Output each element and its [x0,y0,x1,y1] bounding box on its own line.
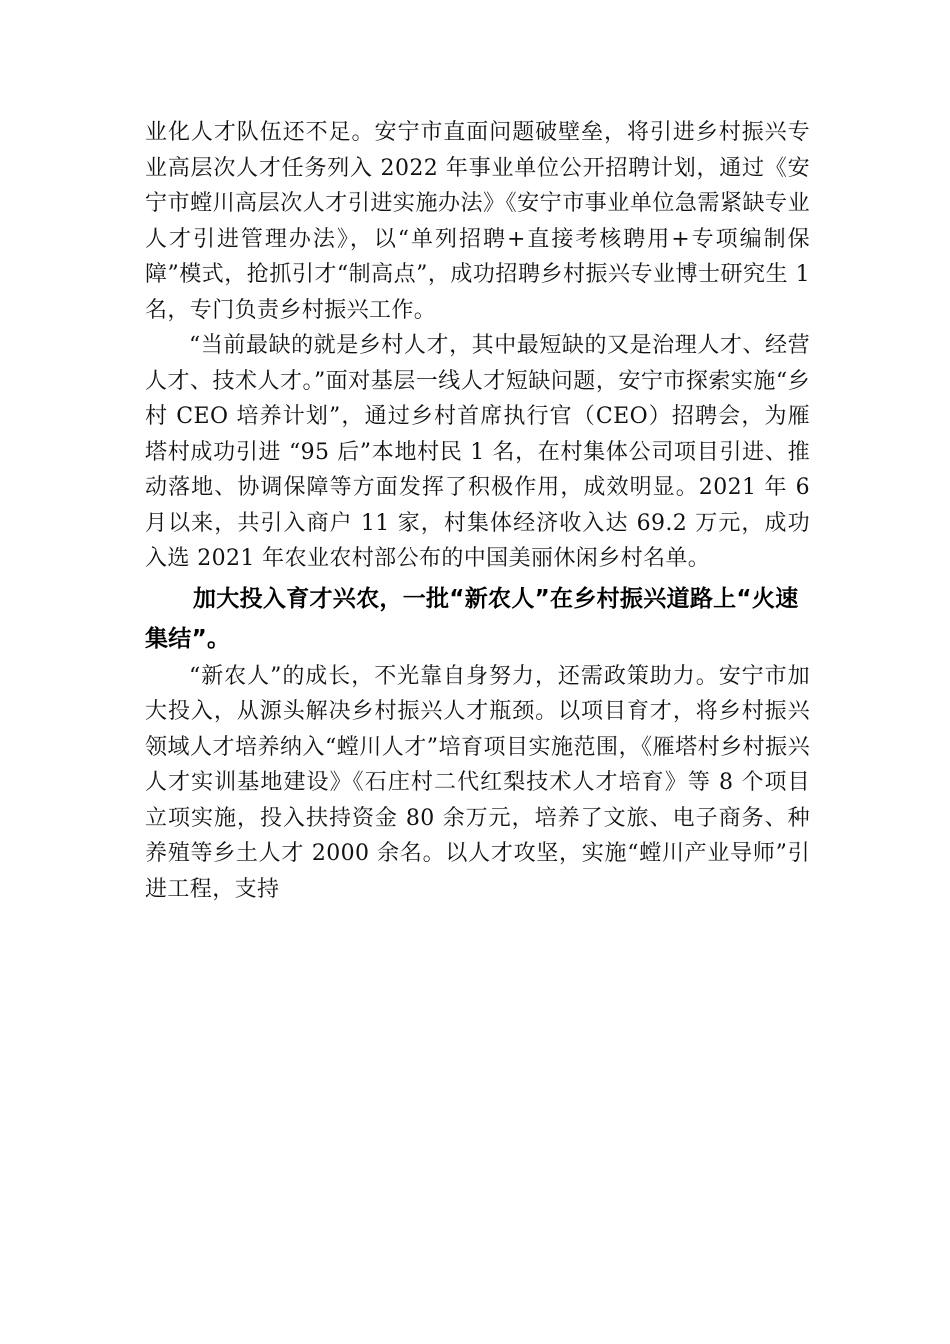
document-body [145,115,810,907]
section-heading: 加大投入育才兴农，一批“新农人”在乡村振兴道路上“火速集结”。 [145,585,799,652]
paragraph-continuation: 业化人才队伍还不足。安宁市直面问题破壁垒，将引进乡村振兴专业高层次人才任务列入 2022 年事业单位公开招聘计划，通过《安宁市螳川高层次人才引进实施办法》《安宁市事业单位急需紧缺专业人才引进管理办法》，以“单列招聘+直接考核聘用+专项编制保障”模式，抢抓引才“制高点”，成功招聘乡村振兴专业博士研究生 1 名，专门负责乡村振兴工作。 [145,120,810,323]
paragraph-rural-ceo: “当前最缺的就是乡村人才，其中最短缺的又是治理人才、经营人才、技术人才。”面对基层一线人才短缺问题，安宁市探索实施“乡村 CEO 培养计划”，通过乡村首席执行官（CEO）招聘会，为雁塔村成功引进 “95 后”本地村民 1 名，在村集体公司项目引进、推动落地、协调保障等方面发挥了积极作用，成效明显。2021 年 6 月以来，共引入商户 11 家，村集体经济收入达 69.2 万元，成功入选 2021 年农业农村部公布的中国美丽休闲乡村名单。 [145,333,810,571]
paragraph-new-farmers: “新农人”的成长，不光靠自身努力，还需政策助力。安宁市加大投入，从源头解决乡村振兴人才瓶颈。以项目育才，将乡村振兴领域人才培养纳入“螳川人才”培育项目实施范围，《雁塔村乡村振兴人才实训基地建设》《石庄村二代红梨技术人才培育》等 8 个项目立项实施，投入扶持资金 80 余万元，培养了文旅、电子商务、种养殖等乡土人才 2000 余名。以人才攻坚，实施“螳川产业导师”引进工程，支持 [145,663,810,902]
